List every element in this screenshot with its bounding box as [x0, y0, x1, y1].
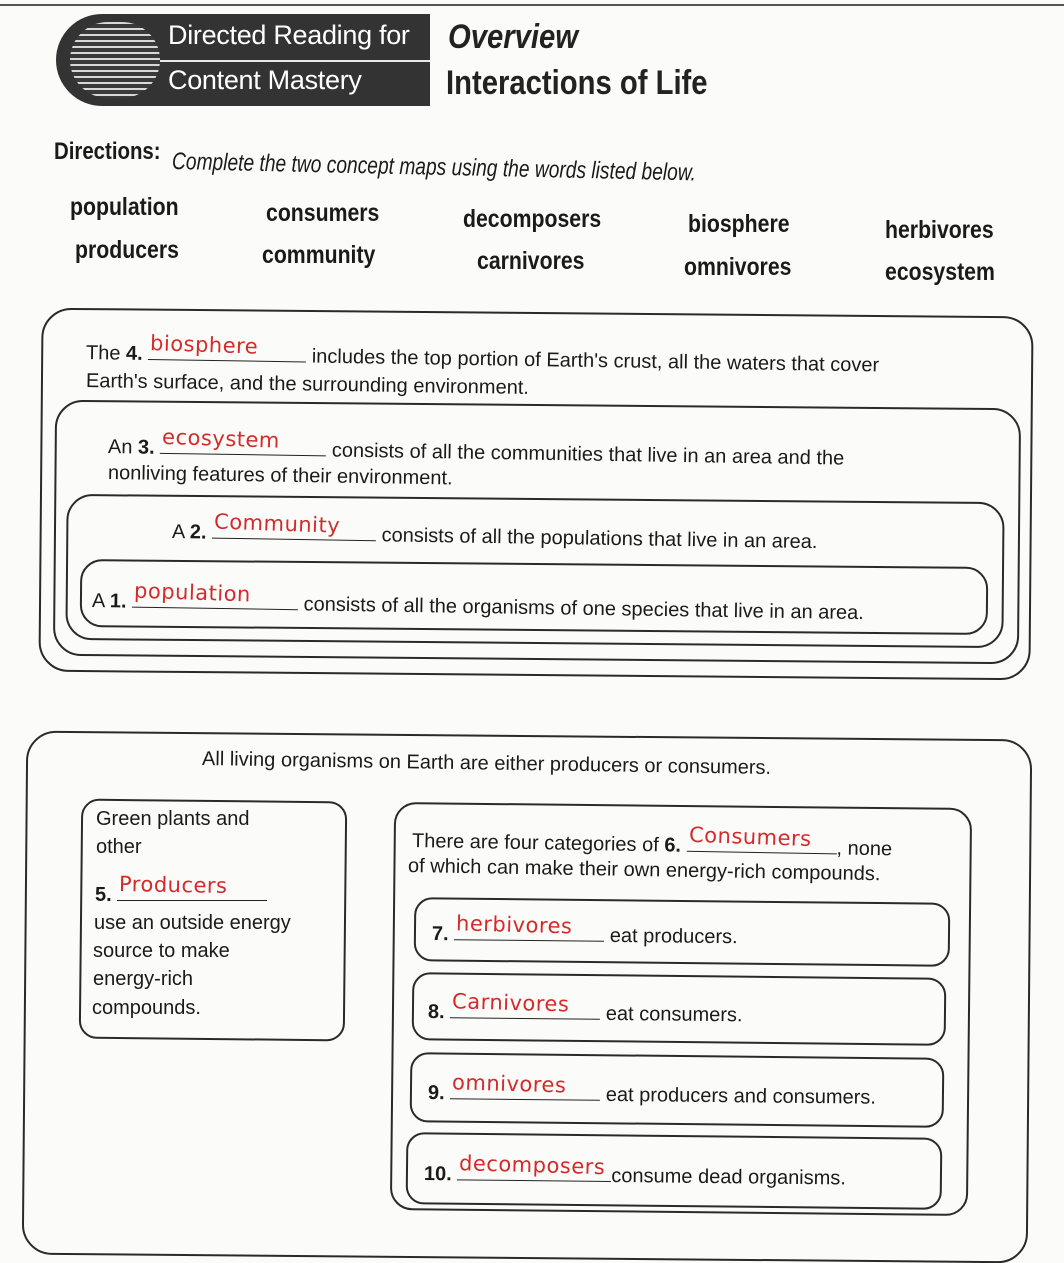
top-rule — [0, 4, 1064, 6]
producers-line3: use an outside energy — [94, 912, 291, 934]
q6-line2: of which can make their own energy-rich compounds. — [407, 855, 881, 886]
q4-line1: The 4. biosphere includes the top portion of Earth's crust, all the waters that cover — [85, 331, 880, 377]
directions-text: Complete the two concept maps using the words listed below. — [171, 148, 697, 187]
q3-line1: An 3. ecosystem consists of all the communities that live in an area and the — [107, 424, 845, 470]
q5-answer-blank[interactable] — [117, 872, 267, 901]
word-bank-item: biosphere — [688, 210, 790, 238]
q4-answer: biosphere — [150, 331, 259, 359]
q7-line: 7. herbivores eat producers. — [431, 911, 738, 949]
q1-answer-blank[interactable] — [132, 578, 298, 611]
q5-answer: Producers — [119, 872, 228, 898]
q9-answer: omnivores — [452, 1070, 567, 1098]
q9-answer-blank[interactable] — [450, 1070, 600, 1101]
producers-line4: source to make — [93, 940, 230, 962]
banner-line2: Content Mastery — [168, 65, 362, 95]
word-bank-item: decomposers — [463, 205, 602, 233]
word-bank-item: producers — [75, 236, 179, 264]
q1-answer: population — [133, 578, 252, 607]
word-bank-item: community — [262, 241, 376, 269]
q2-line: A 2. Community consists of all the populations that live in an area. — [171, 509, 818, 554]
q2-answer: Community — [213, 509, 341, 538]
overview-heading: Overview — [448, 18, 579, 56]
q6-answer-blank[interactable] — [686, 822, 836, 855]
word-bank-item: ecosystem — [885, 258, 995, 286]
producers-line5: energy-rich — [93, 968, 194, 990]
directions-label: Directions: — [54, 138, 161, 165]
word-bank-item: consumers — [266, 199, 380, 227]
q5-line: 5. Producers — [95, 878, 267, 909]
word-bank-item: carnivores — [477, 247, 585, 275]
q8-answer-blank[interactable] — [450, 989, 600, 1020]
q4-answer-blank[interactable] — [148, 331, 306, 362]
q7-answer-blank[interactable] — [454, 911, 604, 942]
q10-line: 10. decomposers consume dead organisms. — [423, 1151, 847, 1190]
word-bank-item: omnivores — [684, 253, 792, 281]
banner-divider — [160, 60, 430, 62]
q2-answer-blank[interactable] — [212, 509, 376, 542]
banner-stripe-logo — [70, 22, 160, 98]
word-bank-item: herbivores — [885, 216, 994, 244]
map2-top-text: All living organisms on Earth are either producers or consumers. — [201, 748, 772, 779]
q10-answer-blank[interactable] — [457, 1151, 611, 1182]
producers-line6: compounds. — [92, 997, 201, 1019]
q9-line: 9. omnivores eat producers and consumers. — [427, 1070, 877, 1109]
q8-answer: Carnivores — [452, 989, 570, 1017]
producers-line2: other — [96, 836, 142, 858]
word-bank-item: population — [70, 193, 179, 221]
banner-line1: Directed Reading for — [168, 20, 410, 50]
producers-line1: Green plants and — [96, 808, 250, 830]
q6-answer: Consumers — [688, 822, 812, 852]
q6-line1: There are four categories of 6. Consumers , none — [411, 822, 893, 861]
q3-answer-blank[interactable] — [160, 424, 326, 457]
q1-line: A 1. population consists of all the organisms of one species that live in an area. — [91, 578, 864, 625]
q8-line: 8. Carnivores eat consumers. — [427, 989, 743, 1027]
q7-answer: herbivores — [456, 911, 573, 939]
q3-answer: ecosystem — [162, 424, 281, 453]
q3-line2: nonliving features of their environment. — [107, 462, 453, 490]
q4-line2: Earth's surface, and the surrounding environment. — [85, 370, 530, 399]
page-title: Interactions of Life — [446, 64, 708, 102]
q10-answer: decomposers — [459, 1151, 606, 1180]
